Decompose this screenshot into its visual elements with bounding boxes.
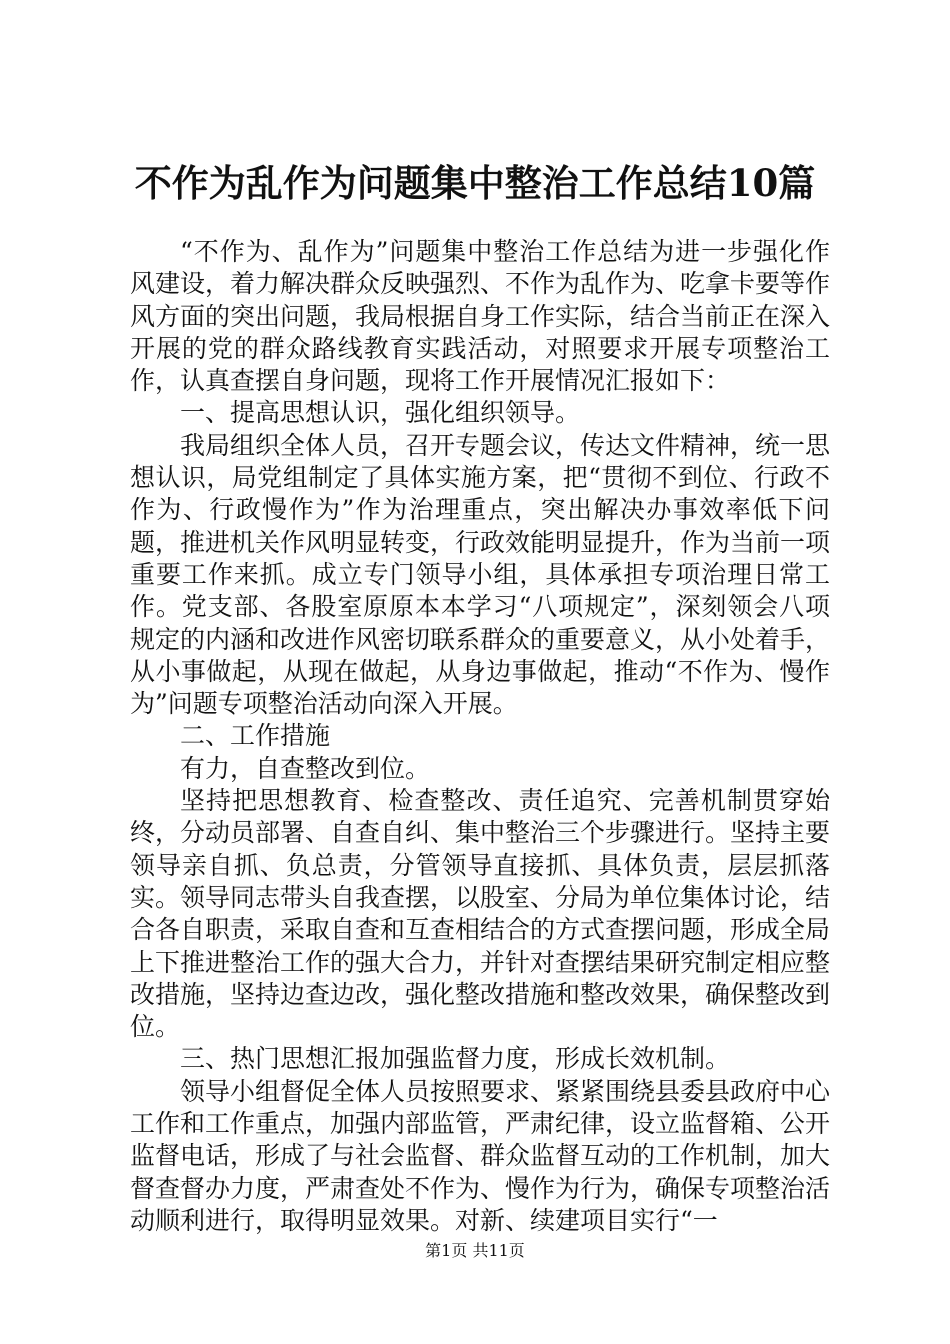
body-paragraph-1: 我局组织全体人员，召开专题会议，传达文件精神，统一思想认识，局党组制定了具体实施方案，把“贯彻不到位、行政不作为、行政慢作为”作为治理重点，突出解决办事效率低下问题，推进机关作风明显转变，行政效能明显提升，作为当前一项重要工作来抓。成立专门领导小组，具体承担专项治理日常工作。党支部、各股室原原本本学习“八项规定”，深刻领会八项规定的内涵和改进作风密切联系群众的重要意义，从小处着手，从小事做起，从现在做起，从身边事做起，推动“不作为、慢作为”问题专项整治活动向深入开展。	[130, 430, 831, 719]
document-title: 不作为乱作为问题集中整治工作总结10篇	[134, 161, 816, 205]
intro-paragraph: “不作为、乱作为”问题集中整治工作总结为进一步强化作风建设，着力解决群众反映强烈、不作为乱作为、吃拿卡要等作风方面的突出问题，我局根据自身工作实际，结合当前正在深入开展的党的群众路线教育实践活动，对照要求开展专项整治工作，认真查摆自身问题，现将工作开展情况汇报如下：	[130, 237, 831, 396]
section-heading-2-continued: 有力，自查整改到位。	[180, 753, 431, 783]
page-number-footer: 第1页 共11页	[425, 1241, 525, 1260]
document-body	[130, 236, 830, 1237]
section-heading-1: 一、提高思想认识，强化组织领导。	[180, 398, 581, 428]
section-heading-2: 二、工作措施	[180, 721, 331, 751]
section-heading-3: 三、热门思想汇报加强监督力度，形成长效机制。	[180, 1044, 731, 1074]
body-paragraph-2: 坚持把思想教育、检查整改、责任追究、完善机制贯穿始终，分动员部署、自查自纠、集中整治三个步骤进行。坚持主要领导亲自抓、负总责，分管领导直接抓、具体负责，层层抓落实。领导同志带头自我查摆，以股室、分局为单位集体讨论，结合各自职责，采取自查和互查相结合的方式查摆问题，形成全局上下推进整治工作的强大合力，并针对查摆结果研究制定相应整改措施，坚持边查边改，强化整改措施和整改效果，确保整改到位。	[130, 786, 831, 1042]
body-paragraph-3: 领导小组督促全体人员按照要求、紧紧围绕县委县政府中心工作和工作重点，加强内部监管，严肃纪律，设立监督箱、公开监督电话，形成了与社会监督、群众监督互动的工作机制，加大督查督办力度，严肃查处不作为、慢作为行为，确保专项整治活动顺利进行，取得明显效果。对新、续建项目实行“一	[130, 1076, 831, 1235]
